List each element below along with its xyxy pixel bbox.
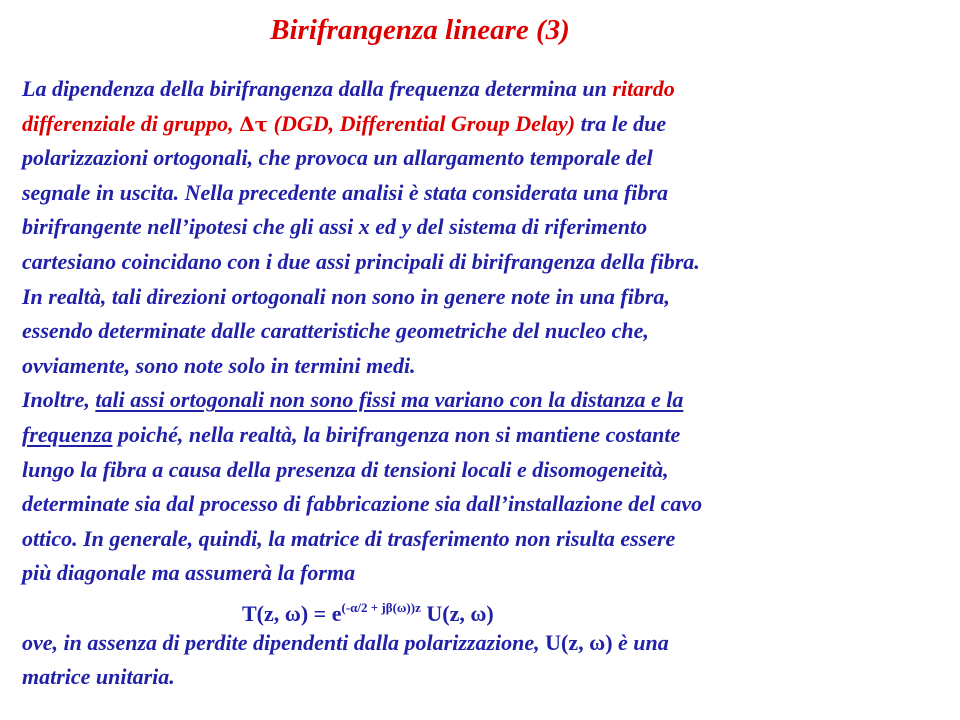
text-line: In realtà, tali direzioni ortogonali non sono in genere note in una fibra, [22, 283, 670, 309]
text-run: tra le due [575, 110, 667, 136]
text-line: ottico. In generale, quindi, la matrice di trasferimento non risulta essere [22, 525, 676, 551]
highlight-text: ritardo [612, 76, 675, 101]
slide-body [22, 72, 942, 695]
text-line: ovviamente, sono note solo in termini medi. [22, 352, 416, 378]
text-line [22, 626, 942, 661]
matrix-symbol: U(z, ω) [545, 629, 613, 655]
slide-title: Birifrangenza lineare (3) [270, 14, 570, 46]
text-line [22, 383, 942, 418]
delta-tau-symbol: Δτ [239, 111, 269, 136]
text-line: determinate sia dal processo di fabbricazione sia dall’installazione del cavo [22, 491, 703, 517]
text-run: ove, in assenza di perdite dipendenti dalla polarizzazione, [22, 629, 546, 655]
text-run: poiché, nella realtà, la birifrangenza non si mantiene costante [112, 421, 681, 447]
text-line: polarizzazioni ortogonali, che provoca un allargamento temporale del [22, 145, 653, 171]
text-line: essendo determinate dalle caratteristiche geometriche del nucleo che, [22, 318, 649, 344]
underlined-text: tali assi ortogonali non sono fissi ma variano con la distanza e la [95, 387, 684, 413]
text-run: La dipendenza della birifrangenza dalla frequenza determina un [22, 76, 613, 101]
highlight-text: differenziale di gruppo, [22, 110, 240, 136]
underlined-text: frequenza [22, 421, 113, 447]
text-run: è una [612, 629, 669, 655]
text-line [22, 107, 942, 142]
transfer-matrix-formula [22, 591, 942, 626]
text-line: lungo la fibra a causa della presenza di tensioni locali e disomogeneità, [22, 456, 669, 482]
text-line: cartesiano coincidano con i due assi principali di birifrangenza della fibra. [22, 248, 700, 274]
text-line: matrice unitaria. [22, 664, 175, 690]
formula-rhs: U(z, ω) [420, 600, 494, 626]
text-line: birifrangente nell’ipotesi che gli assi x ed y del sistema di riferimento [22, 214, 648, 240]
formula-lhs: T(z, ω) = e [242, 600, 342, 626]
text-line [22, 418, 942, 453]
text-run: Inoltre, [22, 387, 96, 413]
text-line: più diagonale ma assumerà la forma [22, 560, 356, 586]
highlight-text: (DGD, Differential Group Delay) [268, 110, 576, 136]
text-line [22, 72, 942, 107]
text-line: segnale in uscita. Nella precedente analisi è stata considerata una fibra [22, 179, 668, 205]
formula-exponent: (-α/2 + jβ(ω))z [341, 599, 421, 615]
